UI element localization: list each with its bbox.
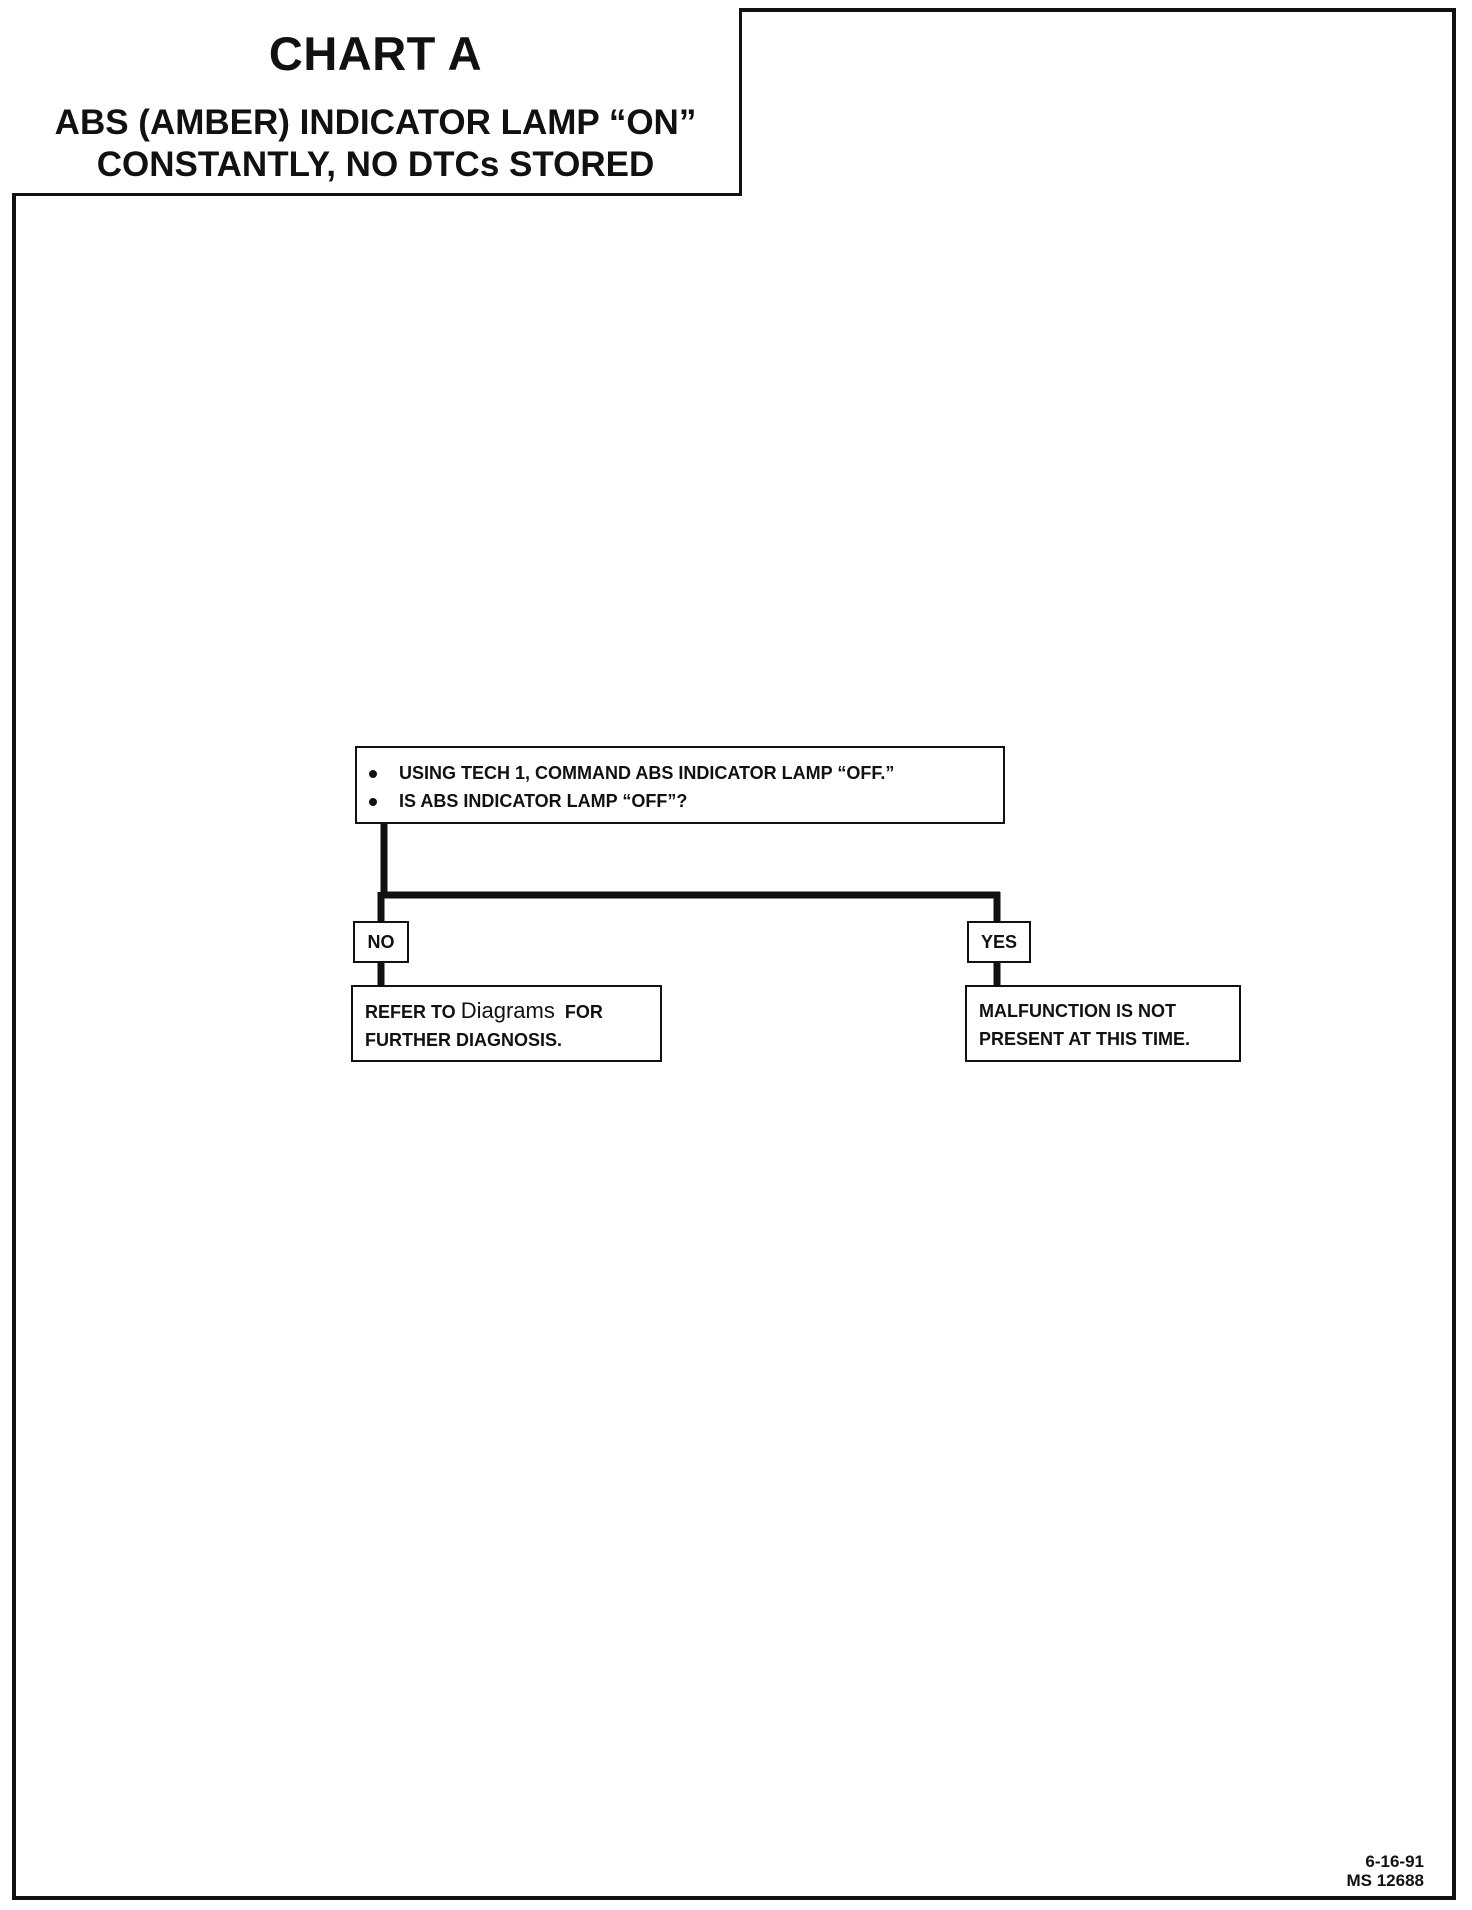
result-yes-line2: PRESENT AT THIS TIME. xyxy=(979,1029,1191,1049)
chart-title: CHART A xyxy=(268,27,483,80)
question-box xyxy=(355,746,1005,824)
question-step-1-text: USING TECH 1, COMMAND ABS INDICATOR LAMP “OFF.” xyxy=(399,763,895,783)
result-no-line1 xyxy=(365,997,660,1026)
result-yes-box xyxy=(965,985,1241,1062)
bullet-icon xyxy=(369,770,377,778)
footer-date: 6-16-91 xyxy=(1365,1852,1424,1871)
result-no-text-a: REFER TO xyxy=(365,1002,456,1022)
question-step-1 xyxy=(369,763,894,785)
footer-code: MS 12688 xyxy=(1346,1871,1424,1890)
branch-yes-label: YES xyxy=(967,921,1031,963)
result-no-line2: FURTHER DIAGNOSIS. xyxy=(365,1030,563,1050)
result-yes-line1: MALFUNCTION IS NOT xyxy=(979,1001,1176,1021)
footer-reference xyxy=(1347,1852,1425,1890)
branch-no-label: NO xyxy=(353,921,409,963)
result-no-text-b: Diagrams xyxy=(460,998,555,1023)
result-no-text-c: FOR xyxy=(564,1002,603,1022)
chart-subtitle-line2: CONSTANTLY, NO DTCs STORED xyxy=(96,145,655,184)
chart-subtitle-line1: ABS (AMBER) INDICATOR LAMP “ON” xyxy=(54,103,697,142)
question-step-2 xyxy=(369,791,687,813)
question-step-2-text: IS ABS INDICATOR LAMP “OFF”? xyxy=(399,791,688,811)
bullet-icon xyxy=(369,798,377,806)
result-no-box xyxy=(351,985,662,1062)
